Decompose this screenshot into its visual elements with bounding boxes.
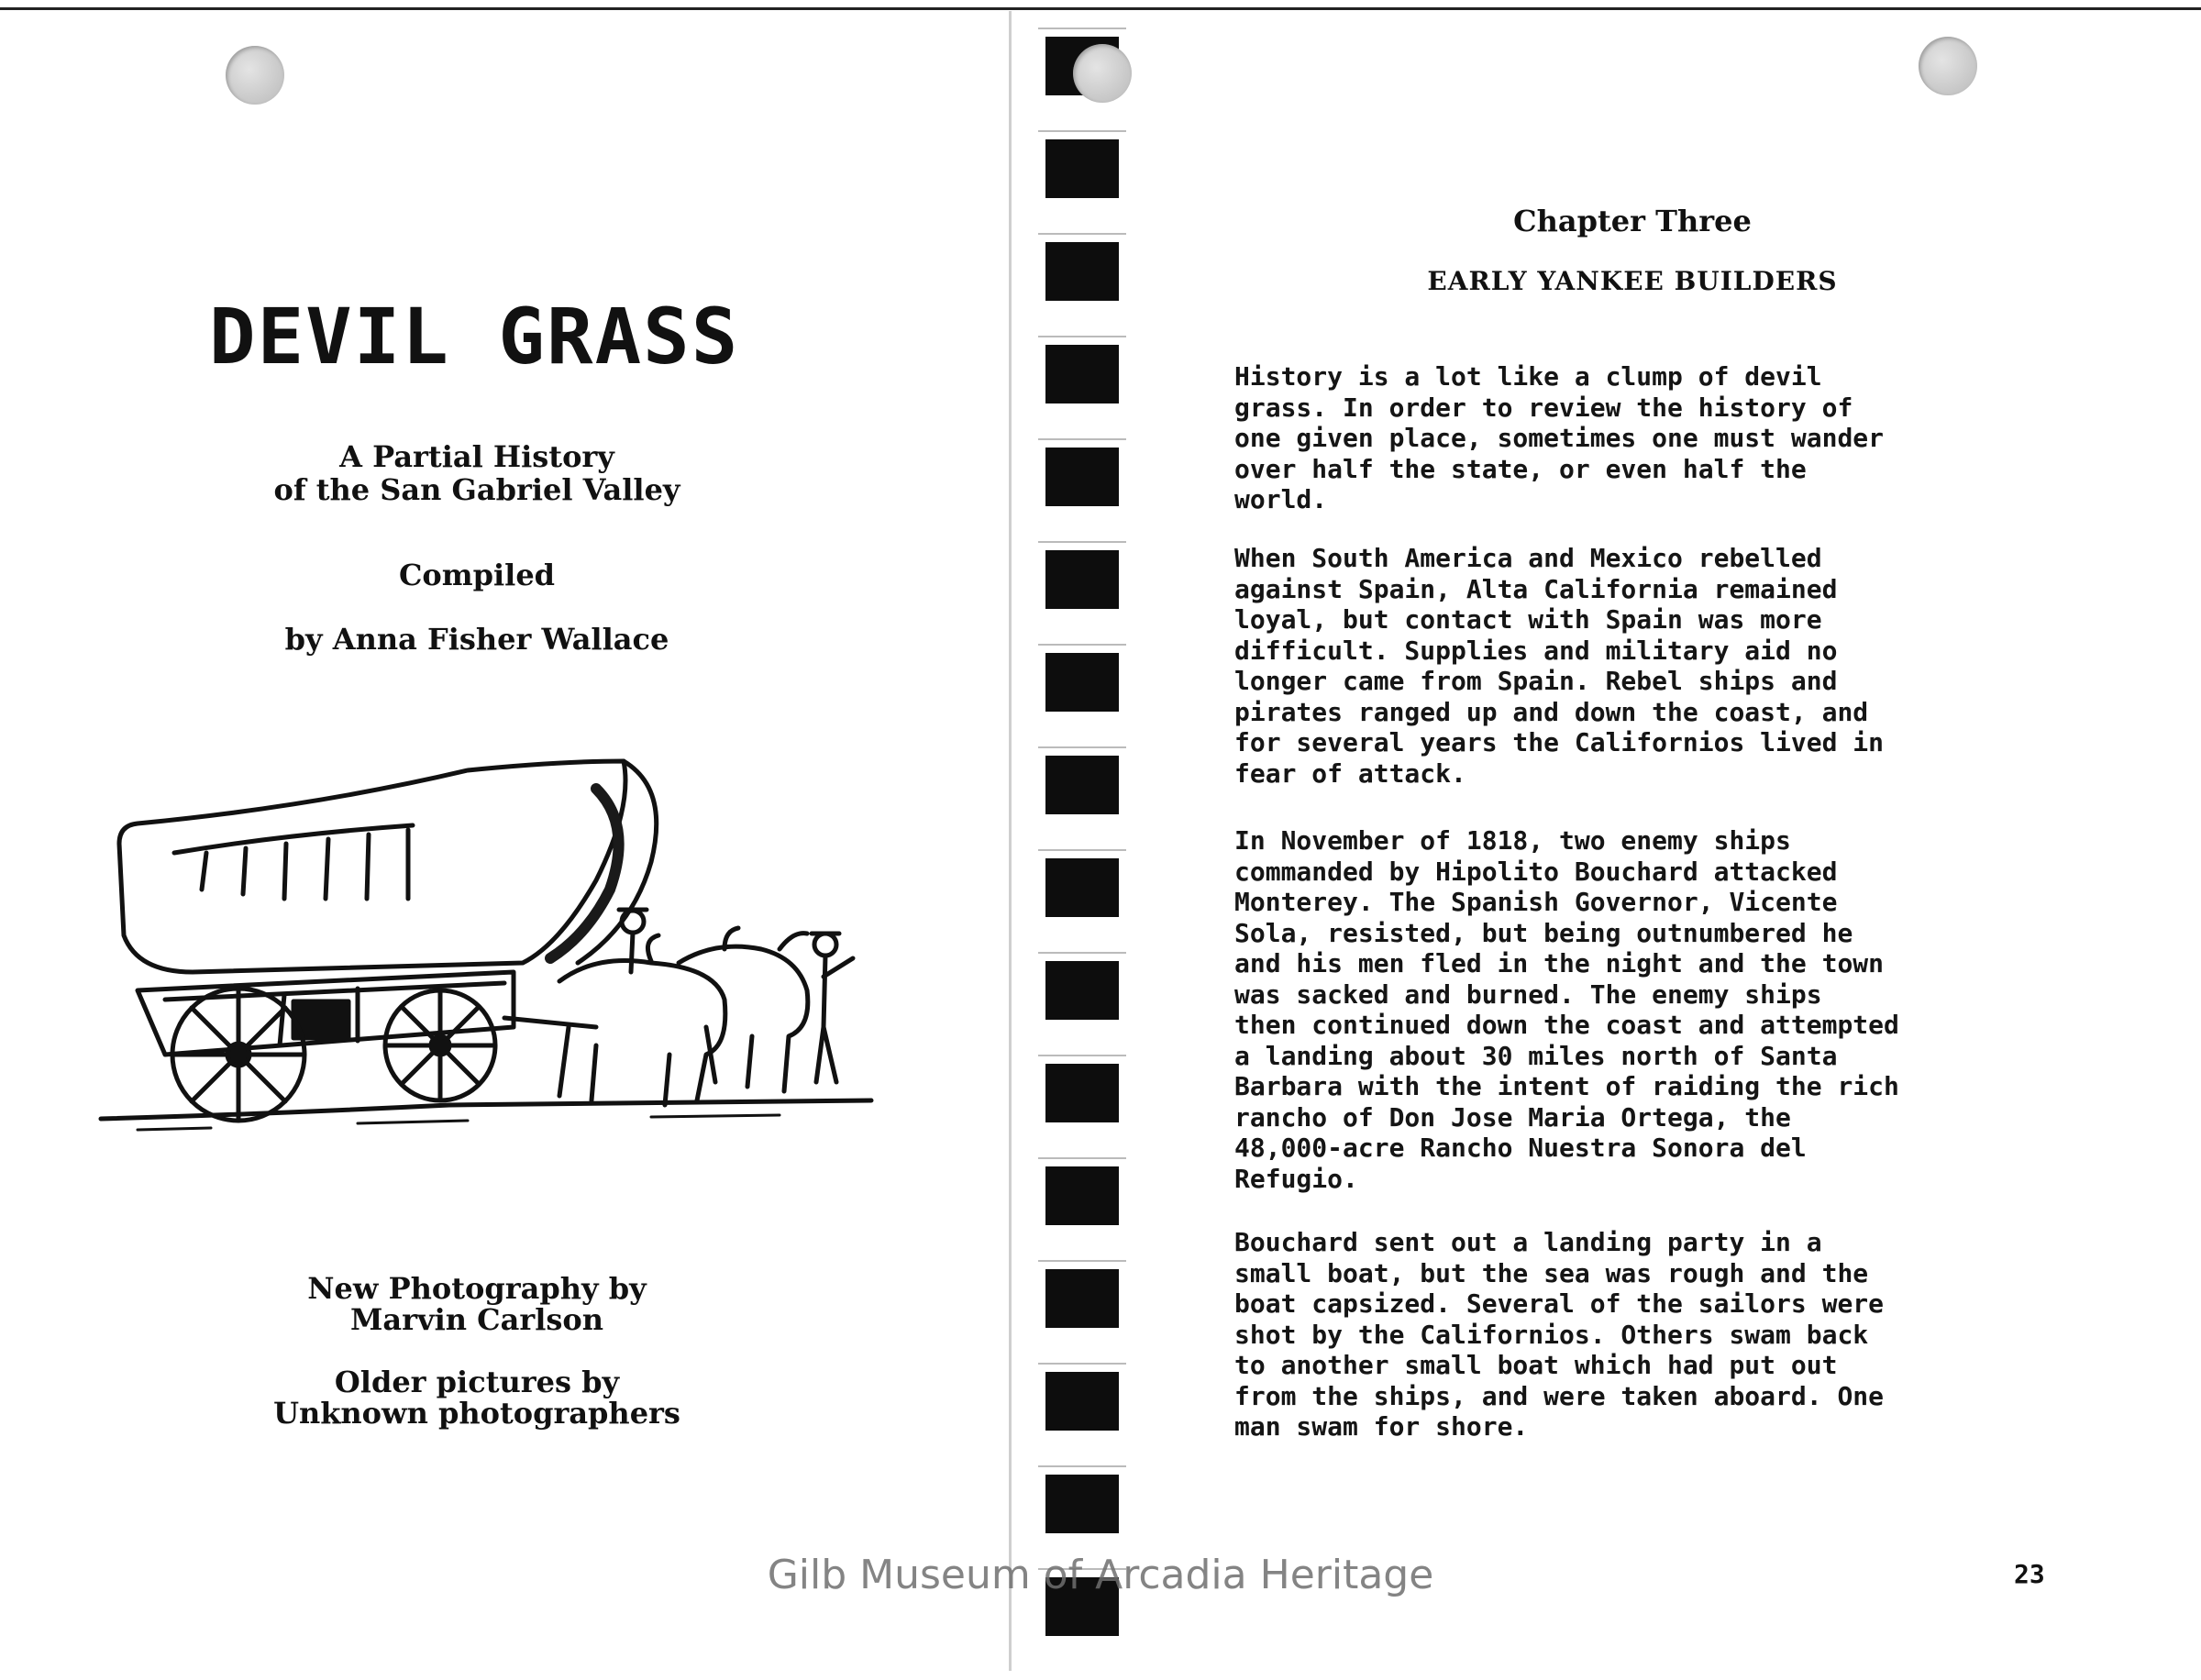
credit-name: Unknown photographers (273, 1396, 680, 1431)
walker-head (814, 934, 836, 956)
chapter-number: Chapter Three (1513, 204, 1752, 238)
subtitle-line-1: A Partial History (339, 439, 614, 474)
credit-line: Older pictures by (334, 1365, 620, 1399)
ox-1 (559, 961, 725, 1106)
page-number: 23 (2014, 1559, 2045, 1589)
book-title: DEVIL GRASS (209, 292, 740, 381)
driver-head (622, 911, 644, 933)
paragraph: Bouchard sent out a landing party in a small boat, but the sea was rough and the boat capsized. Several of the sailors were shot by the Californios. Others swam back to another small boat which had put out from the ships, and were taken aboard. One man swam for shore. (1234, 1227, 1885, 1442)
paragraph: In November of 1818, two enemy ships commanded by Hipolito Bouchard attacked Monterey. The Spanish Governor, Vicente Sola, resisted, but being outnumbered he and his men fled in the night and the town was sacked and burned. The enemy ships then continued down the coast and attempted a landing about 30 miles north of Santa Barbara with the intent of raiding the rich rancho of Don Jose Maria Ortega, the 48,000-acre Rancho Nuestra Sonora del Refugio. (1234, 825, 1899, 1194)
author-line: by Anna Fisher Wallace (284, 622, 669, 657)
punch-hole-right (1919, 37, 1977, 95)
older-pictures-credit (147, 1366, 807, 1429)
paragraph: When South America and Mexico rebelled against Spain, Alta California remained loyal, but contact with Spain was more difficult. Supplies and military aid no longer came from Spain. Rebel ships and pirates ranged up and down the coast, and for several years the Californios lived in fear of attack. (1234, 543, 1885, 789)
subtitle-line-2: of the San Gabriel Valley (273, 472, 680, 507)
museum-watermark: Gilb Museum of Arcadia Heritage (767, 1552, 1434, 1598)
paragraph: History is a lot like a clump of devil grass. In order to review the history of one given place, sometimes one must wander over half the state, or even half the world. (1234, 361, 1885, 514)
credit-line: New Photography by (307, 1271, 647, 1306)
punch-hole-binding (1073, 44, 1132, 103)
ox-2 (679, 946, 808, 1091)
photography-credit (147, 1273, 807, 1335)
chapter-title: EARLY YANKEE BUILDERS (1427, 266, 1838, 296)
covered-wagon-illustration (83, 752, 890, 1155)
book-subtitle (147, 440, 807, 506)
credit-name: Marvin Carlson (349, 1302, 603, 1337)
wagon-canopy (119, 761, 625, 972)
top-edge-rule (0, 7, 2201, 10)
compiled-label: Compiled (398, 558, 556, 592)
punch-hole-left (226, 46, 284, 105)
page-fold (1009, 11, 1012, 1671)
